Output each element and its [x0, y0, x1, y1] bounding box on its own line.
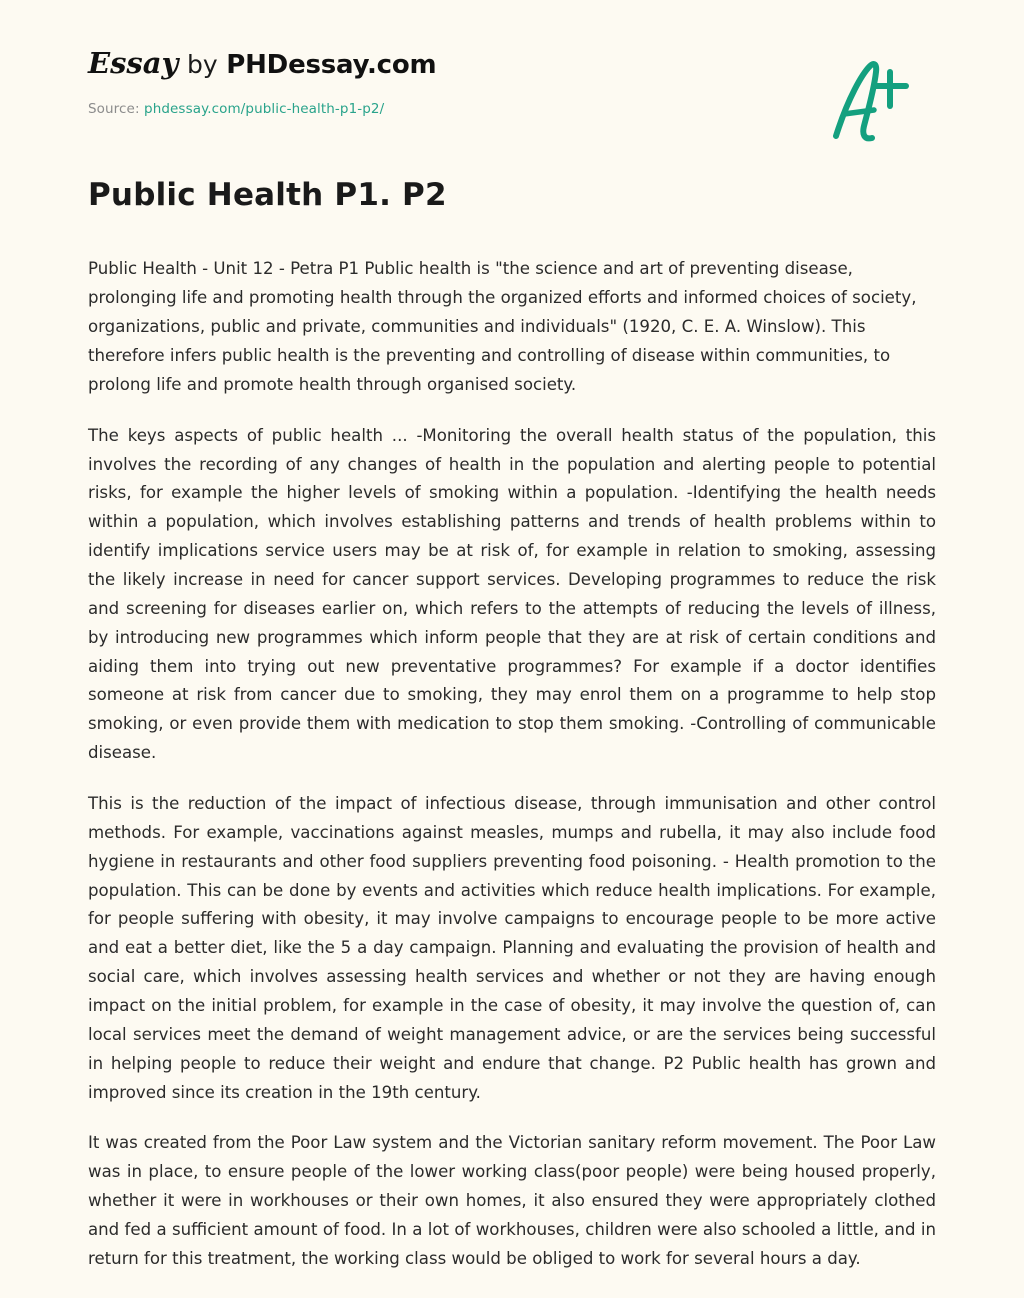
body-paragraph: The keys aspects of public health ... -Monitoring the overall health status of the population, this involves the recording of any changes of health in the population and alerting people to potential risks, for example the higher levels of smoking within a population. -Identifying the health needs within a population, which involves establishing patterns and trends of health problems within to identify implications service users may be at risk of, for example in relation to smoking, assessing the likely increase in need for cancer support services. Developing programmes to reduce the risk and screening for diseases earlier on, which refers to the attempts of reducing the levels of illness, by introducing new programmes which inform people that they are at risk of certain conditions and aiding them into trying out new preventative programmes? For example if a doctor identifies someone at risk from cancer due to smoking, they may enrol them on a programme to help stop smoking, or even provide them with medication to stop them smoking. -Controlling of communicable disease. — [88, 425, 936, 763]
brand-site-label: PHDessay.com — [226, 50, 437, 80]
page-title: Public Health P1. P2 — [88, 177, 447, 214]
source-line — [88, 101, 936, 117]
phdessay-a-plus-logo-icon — [818, 48, 928, 158]
document-body — [88, 255, 936, 1273]
source-label: Source: — [88, 101, 140, 118]
body-paragraph: It was created from the Poor Law system and the Victorian sanitary reform movement. The Poor Law was in place, to ensure people of the lower working class(poor people) were being housed properly, whether it were in workhouses or their own homes, it also ensured they were appropriately clothed and fed a sufficient amount of food. In a lot of workhouses, children were also schooled a little, and in return for this treatment, the working class would be obliged to work for several hours a day. — [88, 1133, 936, 1268]
source-url-link[interactable]: phdessay.com/public-health-p1-p2/ — [144, 101, 385, 118]
brand-title — [88, 46, 936, 81]
body-paragraph: This is the reduction of the impact of infectious disease, through immunisation and other control methods. For example, vaccinations against measles, mumps and rubella, it may also include food hygiene in restaurants and other food suppliers preventing food poisoning. - Health promotion to the population. This can be done by events and activities which reduce health implications. For example, for people suffering with obesity, it may involve campaigns to encourage people to be more active and eat a better diet, like the 5 a day campaign. Planning and evaluating the provision of health and social care, which involves assessing health services and whether or not they are having enough impact on the initial problem, for example in the case of obesity, it may involve the question of, can local services meet the demand of weight management advice, or are the services being successful in helping people to reduce their weight and endure that change. P2 Public health has grown and improved since its creation in the 19th century. — [88, 794, 936, 1102]
brand-essay-label: Essay — [88, 46, 179, 80]
body-paragraph: Public Health - Unit 12 - Petra P1 Public health is "the science and art of preventing disease, prolonging life and promoting health through the organized efforts and informed choices of society, organizations, public and private, communities and individuals" (1920, C. E. A. Winslow). This therefore infers public health is the preventing and controlling of disease within communities, to prolong life and promote health through organised society. — [88, 259, 917, 394]
document-header — [0, 0, 1024, 117]
brand-by-label: by — [187, 50, 218, 79]
